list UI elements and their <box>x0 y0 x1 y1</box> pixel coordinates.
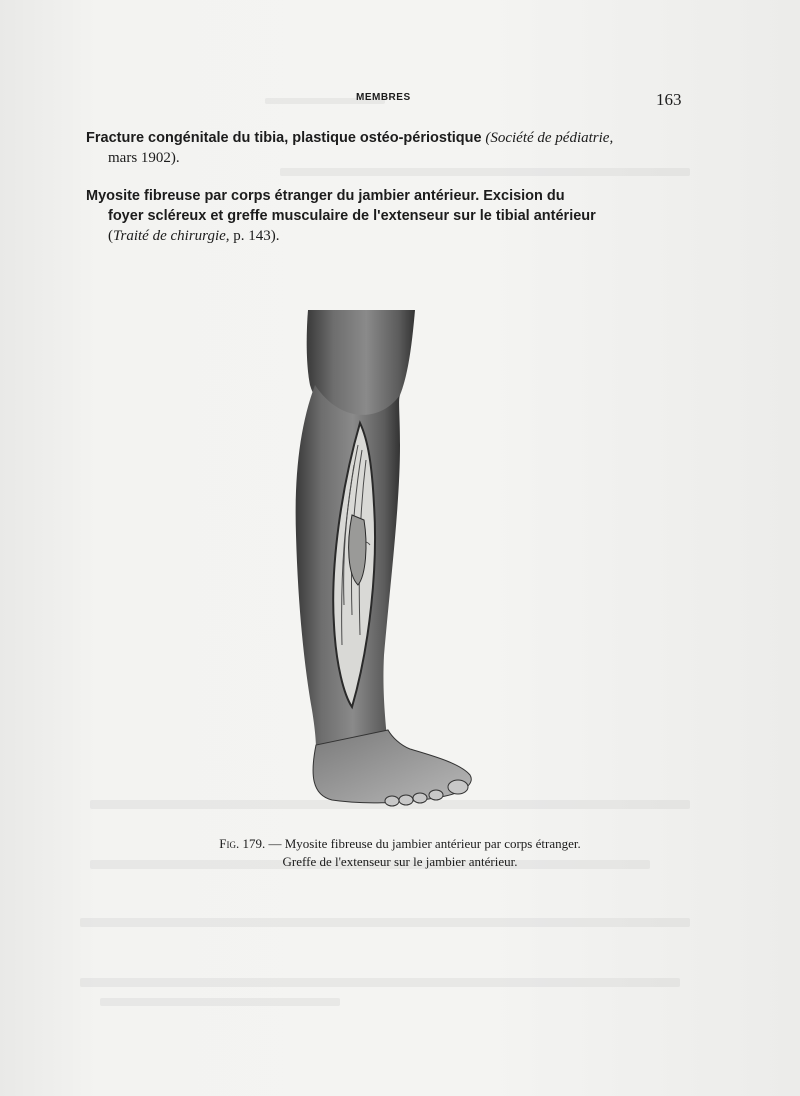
reference-open-paren: ( <box>108 228 113 244</box>
leg-illustration <box>260 305 520 817</box>
entry-reference: (Société de pédiatrie, <box>485 130 614 146</box>
bibliography-entry <box>86 128 686 168</box>
bleed-through-text <box>80 978 680 987</box>
bleed-through-text <box>80 918 690 927</box>
bleed-through-text <box>100 998 340 1006</box>
reference-page: p. 143). <box>229 228 280 244</box>
reference-title: Traité de chirurgie, <box>113 228 230 244</box>
running-head <box>0 90 800 110</box>
entry-heading: Fracture congénitale du tibia, plastique ostéo-périostique <box>86 130 482 146</box>
entry-continuation: mars 1902). <box>108 150 180 166</box>
bleed-through-text <box>280 168 690 176</box>
entry-heading-line1: Myosite fibreuse par corps étranger du jambier antérieur. Excision du <box>86 188 565 204</box>
entry-heading-line2: foyer scléreux et greffe musculaire de l'extenseur sur le tibial antérieur <box>108 208 596 224</box>
caption-line-1: — Myosite fibreuse du jambier antérieur par corps étranger. <box>268 836 581 851</box>
foot-shape <box>313 730 471 803</box>
bibliography-entry <box>86 186 686 246</box>
figure-caption <box>160 835 640 871</box>
caption-line-2: Greffe de l'extenseur sur le jambier antérieur. <box>282 854 518 869</box>
page-number: 163 <box>656 90 682 109</box>
figure-label: Fig. 179. <box>219 836 266 851</box>
running-title: MEMBRES <box>356 92 411 103</box>
